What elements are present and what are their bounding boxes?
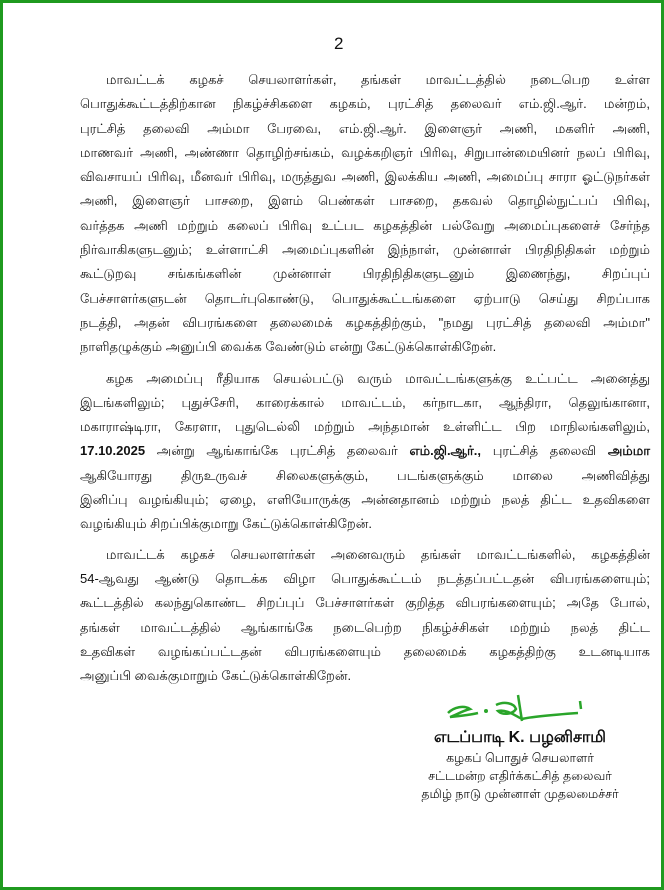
text: புரட்சித் தலைவி bbox=[481, 443, 608, 459]
text-line: 54-ஆவது ஆண்டு தொடக்க விழா பொதுக்கூட்டம் நடத்தப்பட்டதன் விபரங்களையும்; bbox=[80, 570, 650, 586]
paragraph-3 bbox=[80, 543, 650, 689]
page-number: 2 bbox=[334, 34, 344, 53]
text-line: நிர்வாகிகளுடனும்; உள்ளாட்சி அமைப்புகளின் இந்நாள், முன்னாள் பிரதிநிதிகள் மற்றும் bbox=[80, 242, 650, 258]
text-line: கழக அமைப்பு ரீதியாக செயல்பட்டு வரும் மாவட்டங்களுக்கு உட்பட்ட அனைத்து bbox=[106, 370, 650, 386]
text-line: அணி, இளைஞர் பாசறை, இளம் பெண்கள் பாசறை, தகவல் தொழில்நுட்பப் பிரிவு, bbox=[80, 193, 650, 209]
text-line: வர்த்தக அணி மற்றும் கலைப் பிரிவு உட்பட கழகத்தின் பல்வேறு அமைப்புகளைச் சேர்ந்த bbox=[80, 217, 650, 233]
text-line: மாவட்டக் கழகச் செயலாளர்கள் அனைவரும் தங்கள் மாவட்டங்களில், கழகத்தின் bbox=[106, 546, 650, 562]
signatory-name: எடப்பாடி K. பழனிசாமி bbox=[434, 729, 606, 747]
signatory-title: கழகப் பொதுச் செயலாளர் bbox=[446, 751, 594, 766]
text-line: தங்கள் மாவட்டத்தில் ஆங்காங்கே நடைபெற்ற நிகழ்ச்சிகள் மற்றும் நலத் திட்ட bbox=[80, 619, 650, 635]
text-line: பொதுக்கூட்டத்திற்கான நிகழ்ச்சிகளை கழகம், புரட்சித் தலைவர் எம்.ஜி.ஆர். மன்றம், bbox=[80, 96, 650, 112]
paragraph-2 bbox=[80, 367, 650, 537]
bold-name: எம்.ஜி.ஆர்., bbox=[409, 443, 482, 459]
text-line: ஆகியோரது திருஉருவச் சிலைகளுக்கும், படங்களுக்கும் மாலை அணிவித்து bbox=[80, 467, 650, 483]
text-line: மகாராஷ்டிரா, கேரளா, புதுடெல்லி மற்றும் அந்தமான் உள்ளிட்ட பிற மாநிலங்களிலும், bbox=[80, 419, 650, 435]
text-line: நாளிதழுக்கும் அனுப்பி வைக்க வேண்டும் என்று கேட்டுக்கொள்கிறேன். bbox=[80, 339, 497, 355]
text-line: மாணவர் அணி, அண்ணா தொழிற்சங்கம், வழக்கறிஞர் பிரிவு, சிறுபான்மையினர் நலப் பிரிவு, bbox=[80, 144, 650, 160]
text-line: புரட்சித் தலைவி அம்மா பேரவை, எம்.ஜி.ஆர். இளைஞர் அணி, மகளிர் அணி, bbox=[80, 120, 650, 136]
text-line: இனிப்பு வழங்கியும்; ஏழை, எளியோருக்கு அன்னதானம் மற்றும் நலத் திட்ட உதவிகளை bbox=[80, 492, 650, 508]
text-line: அனுப்பி வைக்குமாறும் கேட்டுக்கொள்கிறேன். bbox=[80, 668, 352, 684]
text-line: வழங்கியும் சிறப்பிக்குமாறு கேட்டுக்கொள்கிறேன். bbox=[80, 516, 372, 532]
paragraph-1 bbox=[80, 68, 650, 360]
signatory-title: சட்டமன்ற எதிர்க்கட்சித் தலைவர் bbox=[428, 769, 612, 784]
date-text: 17.10.2025 bbox=[80, 443, 146, 459]
text-line: விவசாயப் பிரிவு, மீனவர் பிரிவு, மருத்துவ அணி, இலக்கிய அணி, அமைப்பு சாரா ஓட்டுநர்கள் bbox=[80, 169, 650, 185]
signatory-block bbox=[400, 727, 640, 803]
text-line: பேச்சாளர்களுடன் தொடர்புகொண்டு, பொதுக்கூட்டங்களை ஏற்பாடு செய்து சிறப்பாக bbox=[80, 290, 650, 306]
bold-name: அம்மா bbox=[607, 443, 650, 459]
text-line: உதவிகள் வழங்கப்பட்டதன் விபரங்களையும் தலைமைக் கழகத்திற்கு உடனடியாக bbox=[80, 643, 650, 659]
text-line: கூட்டத்தில் கலந்துகொண்ட சிறப்புப் பேச்சாளர்கள் குறித்த விபரங்களையும்; அதே போல், bbox=[80, 595, 650, 611]
letter-body bbox=[80, 68, 650, 803]
text: அன்று ஆங்காங்கே புரட்சித் தலைவர் bbox=[145, 443, 410, 459]
text-line: நடத்தி, அதன் விபரங்களை தலைமைக் கழகத்திற்கும், "நமது புரட்சித் தலைவி அம்மா" bbox=[80, 314, 650, 330]
text-line: கூட்டுறவு சங்கங்களின் முன்னாள் பிரதிநிதிகளுடனும் இணைந்து, சிறப்புப் bbox=[80, 266, 650, 282]
text-line bbox=[80, 439, 650, 463]
signature-image bbox=[440, 691, 590, 723]
signatory-title: தமிழ் நாடு முன்னாள் முதலமைச்சர் bbox=[421, 787, 619, 802]
text-line: இடங்களிலும்; புதுச்சேரி, காரைக்கால் மாவட்டம், கர்நாடகா, ஆந்திரா, தெலுங்கானா, bbox=[80, 394, 650, 410]
text-line: மாவட்டக் கழகச் செயலாளர்கள், தங்கள் மாவட்டத்தில் நடைபெற உள்ள bbox=[106, 72, 650, 87]
